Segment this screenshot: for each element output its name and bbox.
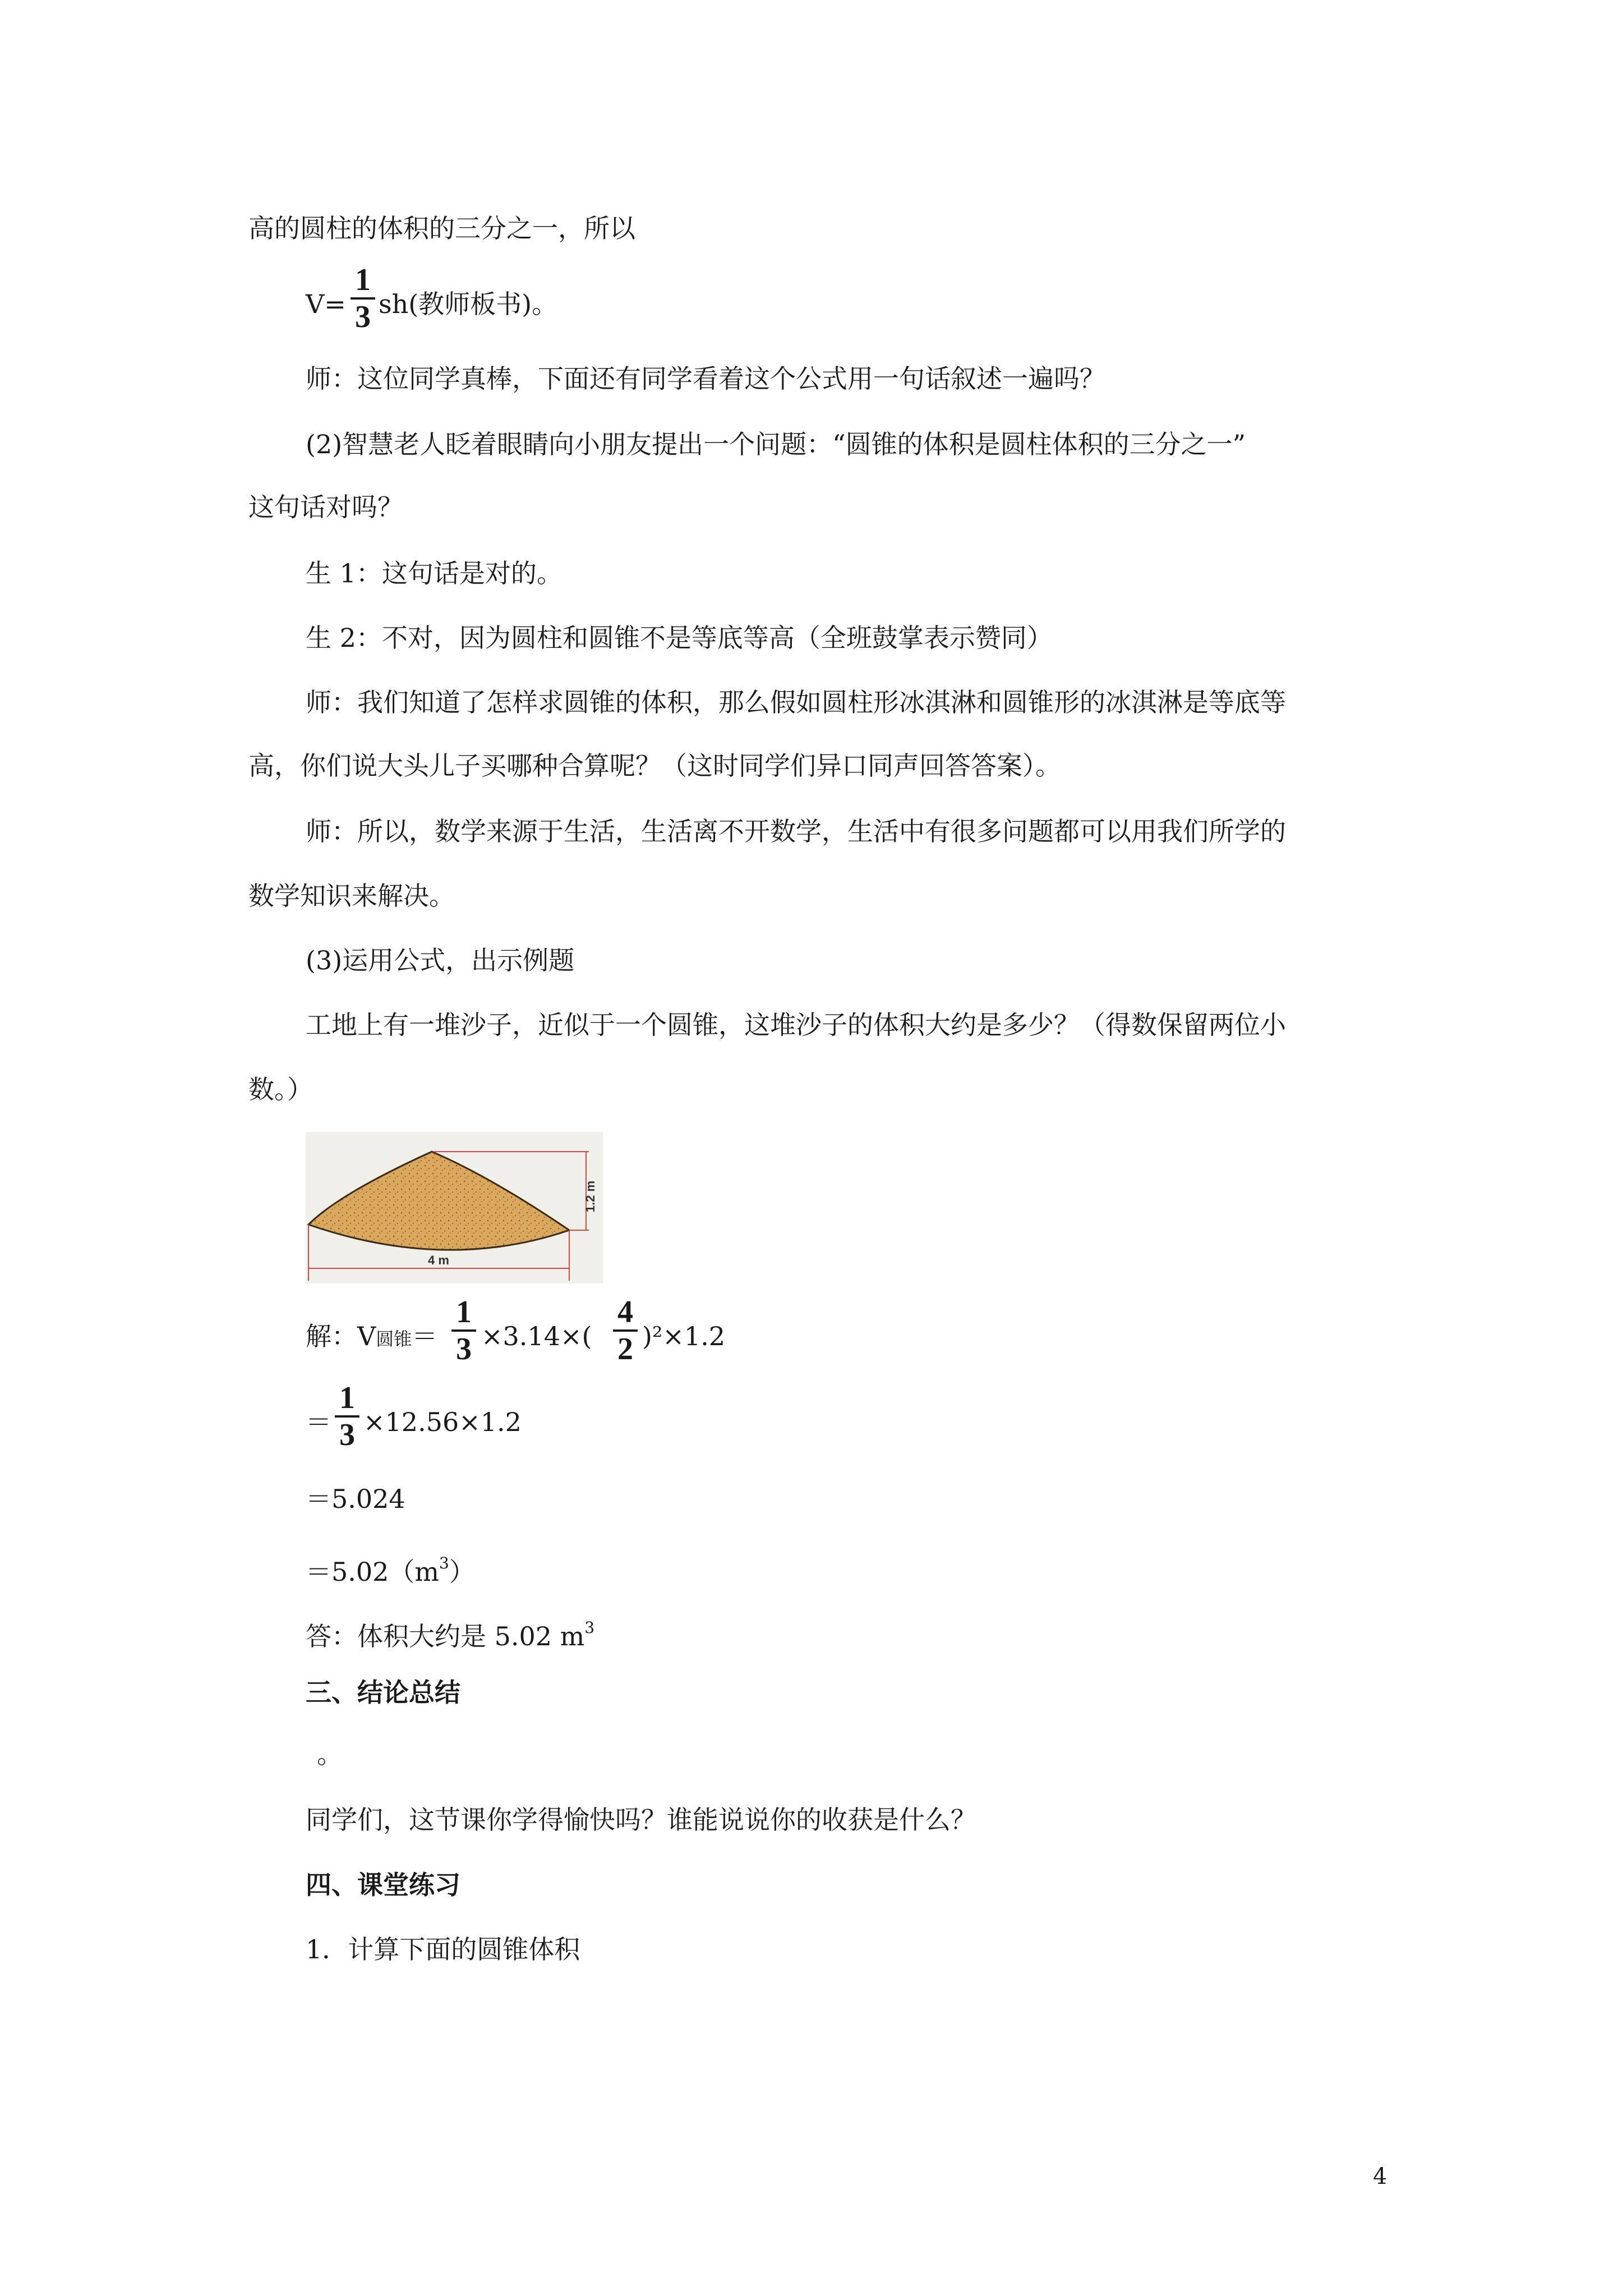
solution-part2: )²×1.2 <box>642 1321 726 1351</box>
text-line: 生 2：不对，因为圆柱和圆锥不是等底等高（全班鼓掌表示赞同） <box>306 623 1053 653</box>
denominator: 2 <box>617 1332 633 1366</box>
text-line: 师：我们知道了怎样求圆锥的体积，那么假如圆柱形冰淇淋和圆锥形的冰淇淋是等底等 <box>306 687 1286 717</box>
step4-text: ＝5.02（m <box>306 1557 440 1587</box>
answer-superscript: 3 <box>584 1618 595 1637</box>
fraction-one-third <box>451 1296 476 1365</box>
section-heading-4: 四、课堂练习 <box>306 1870 460 1900</box>
solution-step2: ×12.56×1.2 <box>363 1407 522 1437</box>
exercise-item-1: 1．计算下面的圆锥体积 <box>306 1934 580 1964</box>
text-line: 工地上有一堆沙子，近似于一个圆锥，这堆沙子的体积大约是多少？（得数保留两位小 <box>306 1010 1286 1040</box>
formula-suffix: sh(教师板书)。 <box>379 289 558 319</box>
sand-pile-figure <box>306 1132 603 1283</box>
stray-period: 。 <box>317 1739 343 1769</box>
solution-prefix: 解：V <box>306 1321 376 1351</box>
answer-text: 答：体积大约是 5.02 m <box>306 1621 585 1651</box>
denominator: 3 <box>355 300 371 334</box>
step4-close: ） <box>449 1557 475 1587</box>
width-label: 4 m <box>428 1253 449 1267</box>
formula-prefix: V= <box>306 289 346 319</box>
fraction-one-third <box>351 264 375 333</box>
solution-part1: ×3.14×( <box>481 1321 592 1351</box>
solution-eq: ＝ <box>412 1321 438 1351</box>
text-line: 师：这位同学真棒，下面还有同学看着这个公式用一句话叙述一遍吗？ <box>306 364 1105 394</box>
numerator: 1 <box>339 1381 355 1415</box>
solution-subscript: 圆锥 <box>376 1328 412 1350</box>
solution-step2-eq: ＝ <box>306 1407 331 1437</box>
text-line: 高，你们说大头儿子买哪种合算呢？（这时同学们异口同声回答答案）。 <box>248 751 1061 781</box>
text-line: (3)运用公式，出示例题 <box>306 945 575 976</box>
numerator: 1 <box>355 263 371 297</box>
solution-step3: ＝5.024 <box>306 1484 405 1514</box>
page-number: 4 <box>1373 2164 1387 2189</box>
numerator: 1 <box>456 1295 472 1329</box>
fraction-four-halves <box>613 1296 638 1365</box>
height-label: 1.2 m <box>583 1180 597 1213</box>
text-line: 这句话对吗？ <box>248 492 403 522</box>
denominator: 3 <box>456 1332 472 1366</box>
section-heading-3: 三、结论总结 <box>306 1677 460 1708</box>
text-line: 高的圆柱的体积的三分之一，所以 <box>248 213 635 243</box>
text-line: (2)智慧老人眨着眼睛向小朋友提出一个问题：“圆锥的体积是圆柱体积的三分之一” <box>306 429 1246 459</box>
text-line: 师：所以，数学来源于生活，生活离不开数学，生活中有很多问题都可以用我们所学的 <box>306 816 1286 846</box>
text-line: 同学们，这节课你学得愉快吗？谁能说说你的收获是什么？ <box>306 1805 976 1835</box>
fraction-one-third <box>335 1382 359 1451</box>
answer-line <box>306 1610 594 1654</box>
solution-step4 <box>306 1545 475 1590</box>
numerator: 4 <box>617 1295 633 1329</box>
text-line: 数学知识来解决。 <box>248 881 455 911</box>
text-line: 生 1：这句话是对的。 <box>306 558 562 588</box>
text-line: 数。） <box>248 1074 313 1105</box>
denominator: 3 <box>339 1418 355 1452</box>
solution-line-1 <box>306 1318 437 1357</box>
step4-superscript: 3 <box>439 1554 449 1572</box>
